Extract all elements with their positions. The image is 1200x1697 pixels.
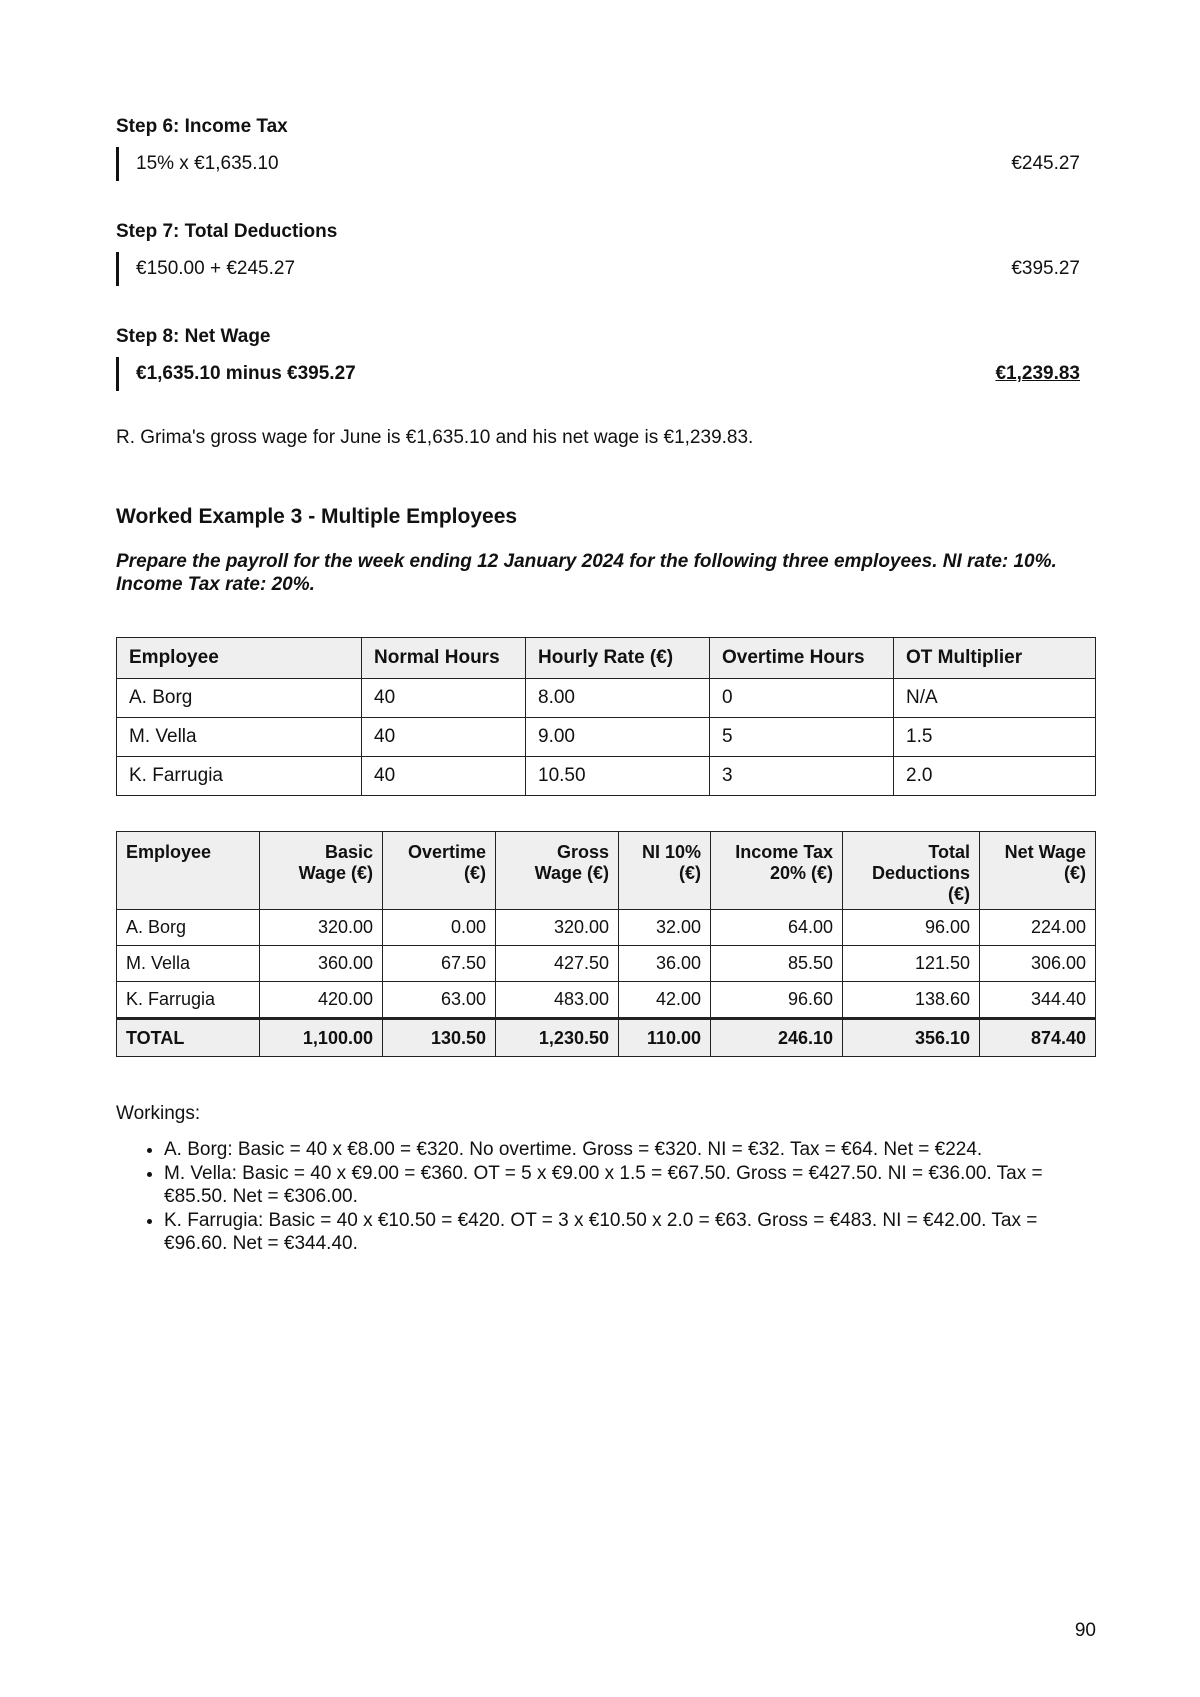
- table-cell: 306.00: [980, 946, 1096, 982]
- table-cell: 67.50: [383, 946, 496, 982]
- table-cell: 40: [362, 718, 526, 757]
- header-line: Gross: [556, 842, 609, 862]
- table-header-cell: Overtime Hours: [710, 638, 894, 679]
- table-cell: 1.5: [894, 718, 1096, 757]
- table-cell: 40: [362, 757, 526, 796]
- header-line: 20% (€): [769, 863, 833, 883]
- step-8-line: [116, 357, 1080, 391]
- table-cell: 9.00: [526, 718, 710, 757]
- step-7-line: [116, 252, 1080, 286]
- table-header-cell: OT Multiplier: [894, 638, 1096, 679]
- step-8-result: €1,239.83: [995, 363, 1080, 384]
- table-cell: 96.00: [843, 910, 980, 946]
- table-cell: 40: [362, 679, 526, 718]
- workings-list: [116, 1138, 1104, 1256]
- table-cell: 3: [710, 757, 894, 796]
- table-row: [117, 679, 1096, 718]
- table-cell: 320.00: [496, 910, 619, 946]
- table-header-cell: [383, 832, 496, 910]
- header-line: (€): [948, 884, 970, 904]
- table-cell: M. Vella: [117, 718, 362, 757]
- page-number: 90: [1074, 1620, 1096, 1641]
- table-cell: 121.50: [843, 946, 980, 982]
- table-header-cell: [619, 832, 711, 910]
- table-header-cell: Hourly Rate (€): [526, 638, 710, 679]
- list-item: • M. Vella: Basic = 40 x €9.00 = €360. OT = 5 x €9.00 x 1.5 = €67.50. Gross = €427.50. NI = €36.00. Tax = €85.50. Net = €306.00.: [164, 1162, 1104, 1208]
- header-line: Employee: [126, 842, 212, 862]
- step-7-expression: €150.00 + €245.27: [136, 258, 296, 279]
- table-cell: 224.00: [980, 910, 1096, 946]
- table-cell: A. Borg: [117, 679, 362, 718]
- table-cell: 1,230.50: [496, 1019, 619, 1057]
- table-cell: 42.00: [619, 982, 711, 1019]
- table-row: [117, 757, 1096, 796]
- step-6-title: Step 6: Income Tax: [116, 116, 288, 137]
- list-item: • K. Farrugia: Basic = 40 x €10.50 = €420. OT = 3 x €10.50 x 2.0 = €63. Gross = €483. NI = €42.00. Tax = €96.60. Net = €344.40.: [164, 1209, 1104, 1255]
- example-3-heading: Worked Example 3 - Multiple Employees: [116, 505, 518, 528]
- step-6-result: €245.27: [1011, 153, 1080, 174]
- table-cell: 320.00: [260, 910, 383, 946]
- employee-input-table: [116, 637, 1096, 796]
- table-cell: N/A: [894, 679, 1096, 718]
- header-line: (€): [464, 863, 486, 883]
- table-header-cell: [260, 832, 383, 910]
- step-6-expression: 15% x €1,635.10: [136, 153, 279, 174]
- table-cell: 0.00: [383, 910, 496, 946]
- table-cell: 8.00: [526, 679, 710, 718]
- table-cell: K. Farrugia: [117, 982, 260, 1019]
- table-header-cell: [843, 832, 980, 910]
- table-cell: 138.60: [843, 982, 980, 1019]
- conclusion-text: R. Grima's gross wage for June is €1,635.10 and his net wage is €1,239.83.: [116, 427, 754, 448]
- table-cell: 360.00: [260, 946, 383, 982]
- payroll-table: [116, 831, 1096, 1057]
- header-line: Total: [928, 842, 970, 862]
- header-line: Net Wage: [1004, 842, 1086, 862]
- table-cell: 1,100.00: [260, 1019, 383, 1057]
- table-total-row: [117, 1019, 1096, 1057]
- header-line: Basic: [324, 842, 373, 862]
- table-cell: 64.00: [711, 910, 843, 946]
- table-header-cell: [496, 832, 619, 910]
- header-line: (€): [679, 863, 701, 883]
- table-cell: 63.00: [383, 982, 496, 1019]
- table-header-cell: Normal Hours: [362, 638, 526, 679]
- table-cell: 32.00: [619, 910, 711, 946]
- step-bar: [116, 357, 119, 391]
- table-cell: 130.50: [383, 1019, 496, 1057]
- header-line: Wage (€): [298, 863, 373, 883]
- table-header-row: [117, 638, 1096, 679]
- step-7-result: €395.27: [1011, 258, 1080, 279]
- table-cell: 85.50: [711, 946, 843, 982]
- example-3-instruction: Prepare the payroll for the week ending 12 January 2024 for the following three employees. NI rate: 10%. Income Tax rate: 20%.: [116, 551, 1057, 595]
- table-cell: 2.0: [894, 757, 1096, 796]
- step-bar: [116, 147, 119, 181]
- workings-label: Workings:: [116, 1103, 201, 1124]
- header-line: NI 10%: [641, 842, 701, 862]
- step-7-title: Step 7: Total Deductions: [116, 221, 338, 242]
- table-header-cell: Employee: [117, 638, 362, 679]
- table-cell: 0: [710, 679, 894, 718]
- table-row: [117, 946, 1096, 982]
- table-cell: 356.10: [843, 1019, 980, 1057]
- step-8-title: Step 8: Net Wage: [116, 326, 271, 347]
- step-bar: [116, 252, 119, 286]
- table-cell: 344.40: [980, 982, 1096, 1019]
- table-row: [117, 718, 1096, 757]
- table-cell: 483.00: [496, 982, 619, 1019]
- header-line: Deductions: [871, 863, 970, 883]
- table-header-row: [117, 832, 1096, 910]
- table-cell: 420.00: [260, 982, 383, 1019]
- table-header-cell: [117, 832, 260, 910]
- table-cell: 246.10: [711, 1019, 843, 1057]
- table-cell: 427.50: [496, 946, 619, 982]
- table-cell: 10.50: [526, 757, 710, 796]
- header-line: (€): [1064, 863, 1086, 883]
- header-line: Wage (€): [534, 863, 609, 883]
- step-8-expression: €1,635.10 minus €395.27: [136, 363, 356, 384]
- table-row: [117, 910, 1096, 946]
- table-cell: K. Farrugia: [117, 757, 362, 796]
- list-item: • A. Borg: Basic = 40 x €8.00 = €320. No overtime. Gross = €320. NI = €32. Tax = €64. Net = €224.: [164, 1138, 1104, 1161]
- table-cell: M. Vella: [117, 946, 260, 982]
- table-cell: 96.60: [711, 982, 843, 1019]
- table-cell: TOTAL: [117, 1019, 260, 1057]
- table-cell: 5: [710, 718, 894, 757]
- table-cell: 36.00: [619, 946, 711, 982]
- table-row: [117, 982, 1096, 1019]
- table-cell: 110.00: [619, 1019, 711, 1057]
- header-line: Income Tax: [735, 842, 833, 862]
- table-cell: 874.40: [980, 1019, 1096, 1057]
- table-header-cell: [711, 832, 843, 910]
- table-cell: A. Borg: [117, 910, 260, 946]
- step-6-line: [116, 147, 1080, 181]
- table-header-cell: [980, 832, 1096, 910]
- header-line: Overtime: [407, 842, 486, 862]
